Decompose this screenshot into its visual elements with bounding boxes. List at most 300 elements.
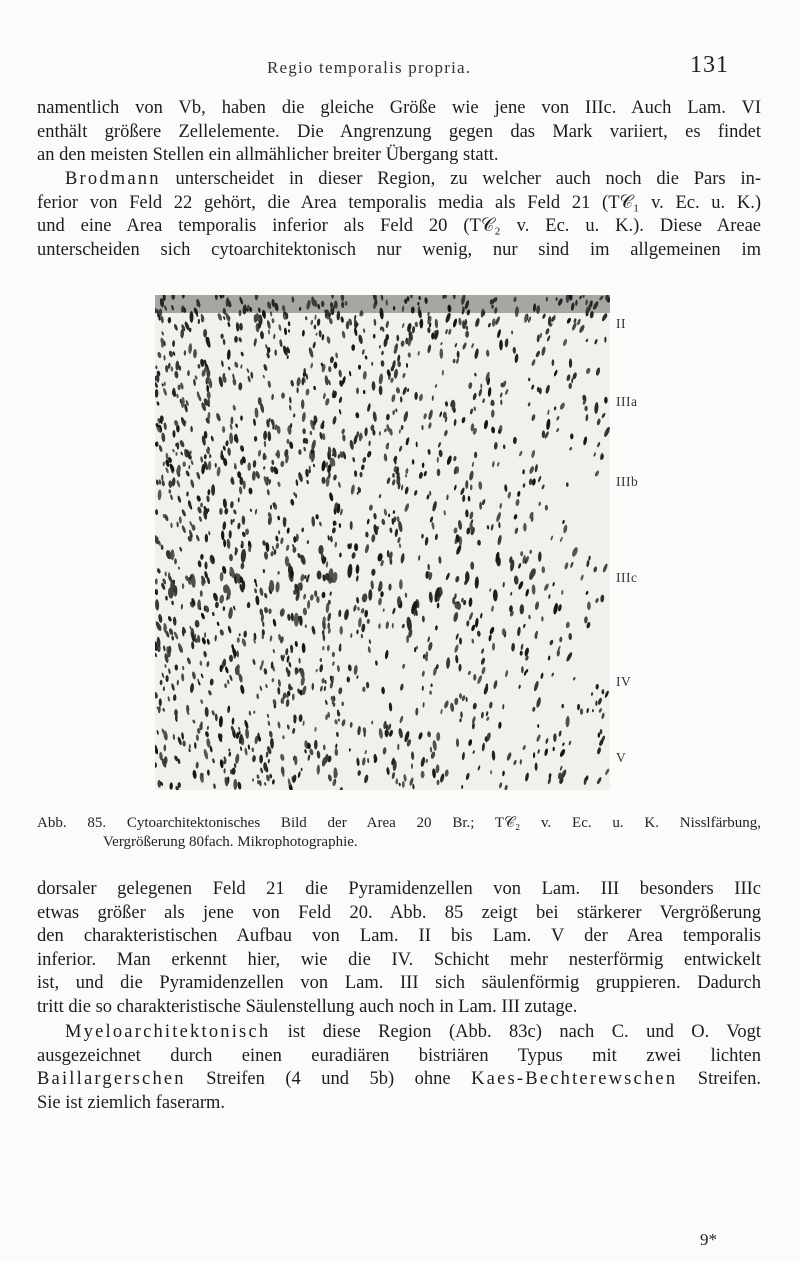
cell-body — [604, 768, 610, 776]
cell-body — [201, 315, 204, 322]
cell-body — [286, 527, 290, 533]
text-line: tritt die so charakteristische Säulenstellung auch noch in Lam. III zutage. — [37, 996, 578, 1017]
cell-body — [586, 560, 590, 568]
cell-body — [419, 319, 423, 329]
cell-body — [511, 330, 513, 334]
cell-body — [597, 697, 602, 705]
cell-body — [465, 509, 469, 517]
page-header — [0, 52, 800, 88]
cell-body — [480, 384, 482, 389]
cell-body — [288, 661, 292, 668]
cell-body — [501, 383, 504, 387]
cell-body — [195, 534, 200, 542]
cell-body — [191, 641, 195, 649]
cell-body — [321, 477, 325, 484]
cell-body — [240, 549, 246, 563]
cell-body — [307, 754, 310, 761]
caption-line: Vergrößerung 80fach. Mikrophotographie. — [103, 834, 358, 850]
cell-body — [275, 581, 280, 592]
cell-body — [247, 462, 251, 471]
cell-body — [354, 543, 358, 551]
cell-body — [326, 561, 329, 568]
cell-body — [495, 512, 502, 523]
cell-body — [502, 704, 504, 710]
cell-body — [546, 419, 551, 431]
cell-body — [285, 648, 289, 655]
cell-body — [235, 423, 239, 428]
cell-body — [237, 637, 240, 643]
cell-body — [365, 532, 369, 538]
cell-body — [566, 317, 572, 324]
paragraph-2 — [37, 168, 761, 262]
cell-body — [330, 356, 335, 363]
cell-body — [203, 329, 207, 338]
cell-body — [339, 626, 343, 635]
cell-body — [280, 537, 284, 544]
paragraph-3 — [37, 878, 761, 1020]
cell-body — [352, 457, 355, 462]
cell-body — [227, 625, 232, 633]
text-line: enthält größere Zellelemente. Die Angrenzung gegen das Mark variiert, es findet — [37, 121, 761, 142]
cell-body — [208, 531, 211, 535]
cell-body — [358, 617, 362, 627]
cell-body — [460, 487, 466, 495]
cell-body — [388, 583, 392, 590]
cell-body — [545, 384, 551, 394]
cell-body — [336, 732, 339, 737]
cell-body — [470, 624, 475, 632]
cell-body — [364, 427, 368, 436]
cell-body — [200, 699, 204, 704]
cell-body — [176, 522, 179, 528]
cell-body — [259, 587, 264, 596]
cell-body — [400, 396, 403, 403]
cell-body — [316, 765, 320, 775]
cell-body — [267, 347, 271, 353]
cell-body — [222, 445, 226, 451]
cell-body — [583, 436, 588, 446]
cell-body — [432, 501, 438, 512]
cell-body — [519, 604, 524, 614]
cell-body — [250, 508, 253, 512]
cell-body — [491, 409, 495, 417]
cell-body — [471, 639, 474, 644]
cell-body — [439, 348, 443, 359]
cell-body — [270, 738, 274, 749]
cell-body — [284, 327, 288, 335]
cell-body — [426, 494, 430, 500]
cell-body — [162, 708, 165, 712]
cell-body — [347, 564, 353, 579]
cell-body — [498, 522, 500, 528]
cell-body — [442, 370, 444, 376]
cell-body — [399, 683, 404, 691]
cell-body — [334, 542, 337, 548]
cell-body — [194, 620, 199, 628]
cell-body — [277, 571, 280, 575]
cell-body — [200, 456, 204, 463]
cell-body — [437, 469, 441, 477]
cell-body — [534, 464, 538, 473]
cell-body — [389, 527, 393, 533]
cell-body — [504, 338, 508, 347]
cell-body — [604, 690, 610, 698]
cell-body — [245, 528, 249, 534]
cell-body — [490, 524, 494, 531]
cell-body — [360, 464, 365, 470]
cell-body — [356, 564, 360, 574]
cell-body — [271, 460, 274, 465]
cell-body — [292, 547, 296, 554]
cell-body — [529, 550, 532, 554]
cell-body — [341, 330, 346, 338]
cell-body — [471, 343, 475, 348]
cell-body — [469, 470, 475, 481]
cell-body — [489, 626, 495, 635]
cell-body — [196, 495, 202, 502]
cell-body — [171, 601, 174, 606]
cell-body — [510, 592, 513, 596]
cell-body — [572, 677, 575, 681]
cell-body — [303, 608, 308, 616]
cell-body — [423, 470, 427, 476]
cell-body — [513, 437, 517, 444]
cell-body — [226, 539, 230, 550]
cell-body — [207, 726, 210, 730]
cell-body — [520, 551, 523, 556]
cell-body — [462, 495, 465, 502]
cell-body — [446, 657, 451, 669]
cell-body — [211, 710, 215, 716]
cell-body — [181, 525, 187, 534]
cell-body — [373, 319, 376, 326]
layer-label-ii: II — [616, 316, 626, 331]
cell-body — [453, 419, 456, 426]
cell-body — [528, 615, 531, 620]
cell-body — [477, 630, 481, 637]
caption-line: Abb. 85. Cytoarchitektonisches Bild der Area 20 Br.; T𝒞₂ v. Ec. u. K. Nisslfärbung, — [37, 815, 761, 831]
cell-body — [537, 724, 539, 728]
cell-body — [443, 412, 447, 419]
cell-body — [278, 530, 280, 534]
cell-body — [318, 545, 323, 555]
cell-body — [577, 704, 580, 711]
cell-body — [215, 463, 217, 468]
cell-body — [458, 664, 461, 672]
cell-body — [404, 486, 409, 494]
cell-body — [468, 739, 473, 747]
cell-body — [371, 362, 373, 366]
cell-body — [216, 466, 221, 476]
cell-body — [440, 709, 443, 715]
cell-body — [158, 445, 163, 453]
cell-body — [588, 556, 591, 561]
cell-body — [350, 521, 353, 530]
cell-body — [210, 435, 214, 441]
cell-body — [240, 562, 244, 569]
cell-body — [191, 671, 196, 680]
cell-body — [396, 387, 401, 394]
cell-body — [237, 781, 242, 789]
cell-body — [161, 474, 163, 481]
cell-body — [267, 721, 270, 727]
cell-body — [316, 750, 320, 758]
cell-body — [388, 702, 392, 711]
cell-body — [527, 402, 530, 407]
cell-body — [162, 387, 167, 396]
cell-body — [316, 596, 320, 603]
cell-body — [181, 673, 185, 681]
cell-body — [603, 426, 610, 438]
cell-body — [533, 680, 540, 691]
cell-body — [363, 328, 365, 332]
cell-body — [182, 666, 185, 671]
cell-body — [357, 770, 361, 776]
cell-body — [523, 523, 527, 532]
cell-body — [292, 693, 295, 700]
cell-body — [535, 350, 541, 358]
cell-body — [206, 385, 209, 393]
cell-body — [380, 591, 384, 597]
cell-body — [161, 545, 164, 550]
cell-body — [518, 450, 523, 456]
cell-body — [305, 624, 307, 628]
cell-body — [415, 322, 419, 328]
cell-body — [592, 709, 594, 712]
cell-body — [286, 544, 290, 551]
text-line: ferior von Feld 22 gehört, die Area temporalis media als Feld 21 (T𝒞₁ v. Ec. u. K.) — [37, 192, 761, 213]
cell-body — [219, 629, 225, 636]
cell-body — [522, 469, 525, 474]
cell-body — [173, 324, 178, 332]
cell-body — [243, 631, 247, 638]
cell-body — [458, 318, 462, 326]
cell-body — [256, 774, 259, 779]
cell-body — [422, 686, 424, 691]
cell-body — [397, 521, 403, 533]
cell-body — [468, 496, 471, 502]
cell-body — [550, 535, 553, 540]
cell-body — [595, 598, 600, 604]
cell-body — [170, 366, 173, 371]
cell-body — [353, 327, 357, 336]
cell-body — [476, 675, 483, 685]
cell-body — [596, 747, 601, 755]
cell-body — [237, 522, 241, 529]
cell-body — [537, 475, 542, 482]
cell-body — [487, 322, 491, 327]
cell-body — [429, 690, 432, 694]
cell-body — [601, 712, 605, 719]
cell-body — [324, 686, 327, 691]
cell-body — [234, 336, 238, 343]
cell-body — [499, 782, 503, 789]
cell-body — [425, 759, 428, 763]
cell-body — [165, 467, 170, 474]
cell-body — [357, 726, 361, 736]
cell-body — [177, 680, 180, 686]
cell-body — [362, 457, 367, 464]
cell-body — [305, 469, 309, 478]
cell-body — [354, 470, 358, 477]
cell-body — [228, 366, 231, 370]
cell-body — [253, 418, 257, 426]
cell-body — [338, 396, 343, 403]
cell-body — [499, 340, 503, 351]
cell-body — [479, 502, 482, 510]
cell-body — [175, 452, 177, 456]
cell-body — [385, 320, 389, 328]
running-head: Regio temporalis propria. — [267, 58, 472, 77]
cell-body — [288, 329, 290, 333]
cell-body — [431, 333, 434, 340]
cell-body — [222, 498, 227, 508]
cell-body — [200, 503, 203, 508]
cell-body — [207, 508, 209, 512]
cell-body — [197, 560, 202, 567]
cell-body — [278, 324, 282, 331]
cell-body — [262, 540, 266, 546]
cell-body — [198, 319, 200, 324]
cell-body — [415, 708, 418, 716]
layer-label-iiia: IIIa — [616, 394, 638, 409]
cell-body — [416, 646, 418, 650]
cell-body — [445, 401, 449, 407]
cell-body — [168, 317, 172, 324]
cell-body — [326, 336, 331, 344]
cell-body — [460, 711, 463, 718]
cell-body — [379, 431, 381, 436]
cell-body — [227, 705, 230, 713]
cell-body — [388, 729, 393, 737]
cell-body — [565, 651, 573, 662]
micrograph-image — [155, 295, 610, 790]
cell-body — [168, 480, 172, 488]
cell-body — [439, 773, 445, 783]
text-line: und eine Area temporalis inferior als Feld 20 (T𝒞₂ v. Ec. u. K.). Diese Areae — [37, 216, 761, 237]
cell-body — [578, 324, 585, 334]
cell-body — [269, 635, 272, 642]
cell-body — [520, 643, 524, 650]
cell-body — [205, 534, 208, 543]
cell-body — [427, 449, 431, 455]
text-line: unterscheiden sich cytoarchitektonisch nur wenig, nur sind im allgemeinen im — [37, 239, 761, 260]
cell-body — [452, 318, 458, 328]
layer-label-iv: IV — [616, 674, 632, 689]
cell-body — [357, 606, 360, 610]
cell-body — [569, 446, 573, 450]
text-line: Sie ist ziemlich faserarm. — [37, 1092, 226, 1113]
cell-body — [168, 489, 171, 494]
cell-body — [468, 597, 472, 607]
text-line: inferior. Man erkennt hier, wie die IV. Schicht mehr nesterförmig entwickelt — [37, 949, 761, 970]
cell-body — [541, 566, 545, 573]
cell-body — [286, 439, 289, 444]
cell-body — [491, 750, 495, 761]
text-line — [37, 1068, 761, 1092]
cell-body — [446, 455, 453, 465]
cell-body — [196, 471, 201, 480]
cell-body — [163, 355, 165, 361]
cell-body — [227, 447, 231, 456]
cell-body — [176, 480, 181, 488]
cell-body — [158, 614, 163, 623]
cell-body — [403, 411, 409, 423]
cell-body — [224, 683, 227, 688]
cell-body — [305, 388, 310, 395]
cell-body — [558, 604, 563, 612]
cell-body — [594, 339, 598, 345]
cell-body — [198, 516, 202, 523]
cell-body — [221, 530, 225, 540]
cell-body — [222, 426, 225, 433]
cell-body — [490, 770, 492, 774]
cell-body — [481, 666, 486, 674]
cell-body — [411, 751, 415, 760]
cell-body — [244, 720, 250, 730]
cell-body — [328, 366, 332, 372]
cell-body — [182, 740, 186, 746]
cell-body — [204, 632, 206, 638]
cell-body — [361, 593, 368, 603]
cell-body — [206, 369, 210, 377]
cell-body — [514, 527, 519, 534]
cell-body — [307, 540, 310, 544]
cell-body — [339, 523, 341, 528]
cell-body — [602, 563, 609, 573]
cell-body — [241, 638, 247, 647]
cell-body — [267, 714, 270, 719]
cell-body — [432, 768, 437, 778]
cell-body — [234, 361, 239, 368]
cell-body — [361, 349, 365, 355]
cell-body — [453, 456, 457, 462]
cell-body — [459, 638, 462, 645]
cell-body — [531, 384, 535, 390]
cell-body — [203, 651, 207, 658]
cell-body — [519, 759, 522, 765]
cell-body — [292, 728, 296, 735]
cell-body — [398, 783, 401, 787]
cell-body — [469, 511, 474, 519]
cell-body — [219, 508, 222, 515]
cell-body — [205, 731, 210, 738]
cell-body — [174, 558, 177, 564]
cell-body — [515, 499, 520, 507]
cell-body — [502, 582, 505, 588]
cell-body — [594, 470, 600, 477]
cell-body — [177, 495, 182, 503]
cell-body — [251, 747, 254, 752]
cell-body — [170, 494, 174, 500]
cell-body — [474, 348, 480, 359]
cell-body — [391, 394, 396, 403]
cell-body — [399, 429, 402, 434]
cell-body — [270, 551, 274, 557]
cell-body — [356, 758, 360, 767]
cell-body — [170, 549, 174, 560]
cell-body — [319, 658, 322, 662]
cell-body — [391, 479, 396, 486]
cell-body — [429, 516, 434, 523]
cell-body — [586, 708, 589, 713]
cell-body — [277, 481, 281, 487]
cell-body — [438, 556, 442, 564]
cell-body — [272, 649, 275, 653]
cell-body — [173, 734, 175, 740]
cell-body — [393, 369, 398, 379]
cell-body — [545, 738, 549, 744]
